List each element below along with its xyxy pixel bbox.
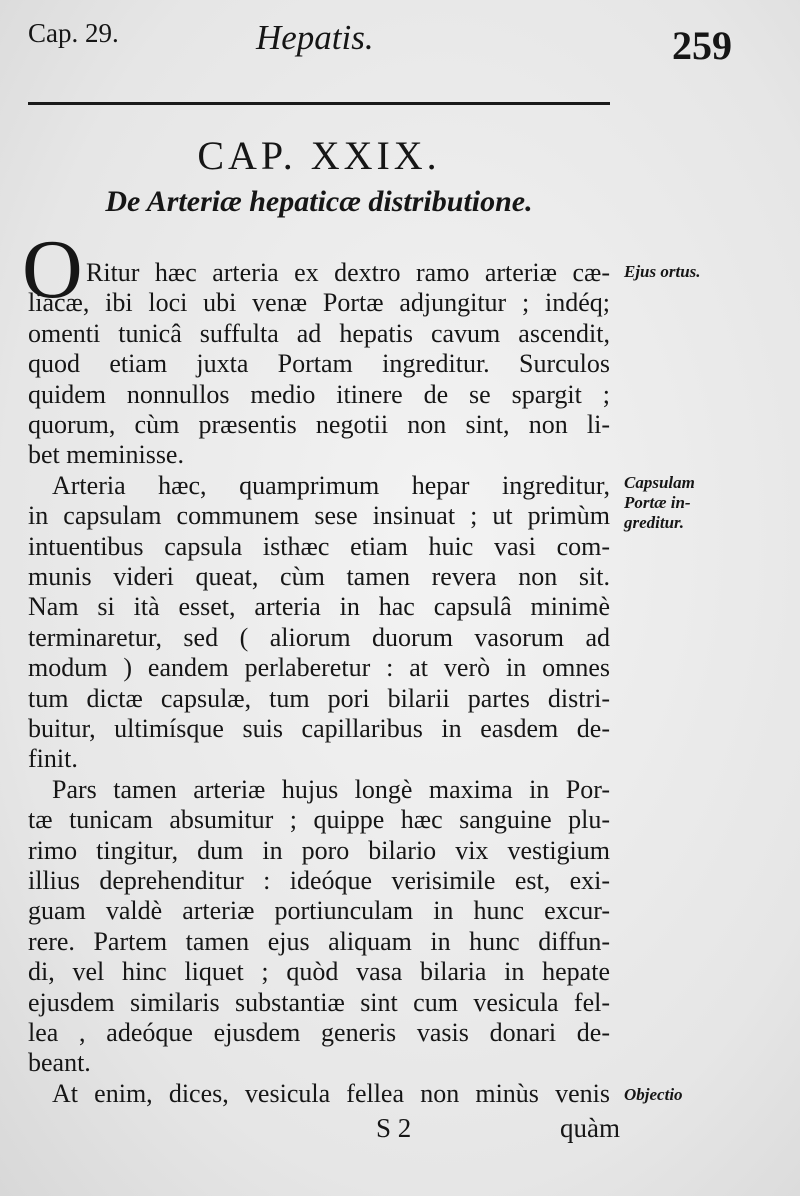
catchword: quàm xyxy=(560,1113,620,1144)
margin-note-greditur: greditur. xyxy=(624,512,684,532)
drop-cap: O xyxy=(22,223,83,316)
body-line: finit. xyxy=(28,744,78,774)
body-line: beant. xyxy=(28,1048,91,1078)
page-number: 259 xyxy=(672,23,732,68)
body-line: ejusdem similaris substantiæ sint cum vesicula fel- xyxy=(28,987,610,1017)
body-line: Pars tamen arteriæ hujus longè maxima in Por- xyxy=(52,774,610,804)
margin-note-ortus: Ejus ortus. xyxy=(624,262,701,281)
running-head-chapter: Cap. 29. xyxy=(28,18,119,48)
body-line: terminaretur, sed ( aliorum duorum vasorum ad xyxy=(28,622,610,652)
body-line: guam valdè arteriæ portiunculam in hunc excur- xyxy=(28,896,610,926)
signature-mark: S 2 xyxy=(376,1113,412,1144)
body-line: intuentibus capsula isthæc etiam huic vasi com- xyxy=(28,531,610,561)
body-line: bet meminisse. xyxy=(28,440,184,470)
margin-note-capsulam: Capsulam Portæ in- xyxy=(624,472,695,512)
body-line: Nam si ità esset, arteria in hac capsulâ minimè xyxy=(28,592,610,622)
body-line: munis videri queat, cùm tamen revera non sit. xyxy=(28,562,610,591)
body-line: rere. Partem tamen ejus aliquam in hunc diffun- xyxy=(28,926,610,956)
body-line: in capsulam communem sese insinuat ; ut primùm xyxy=(28,501,610,531)
margin-note-objectio: Objectio xyxy=(624,1084,683,1104)
body-line: omenti tunicâ suffulta ad hepatis cavum ascendit, xyxy=(28,318,610,348)
running-head-title: Hepatis. xyxy=(256,18,374,57)
body-line: quidem nonnullos medio itinere de se spargit ; xyxy=(28,379,610,409)
body-line: quorum, cùm præsentis negotii non sint, non li- xyxy=(28,410,610,439)
body-line: buitur, ultimísque suis capillaribus in easdem de- xyxy=(28,714,610,743)
body-line: tæ tunicam absumitur ; quippe hæc sanguine plu- xyxy=(28,805,610,835)
body-line: modum ) eandem perlaberetur : at verò in omnes xyxy=(28,653,610,683)
chapter-title: CAP. XXIX. xyxy=(197,133,441,178)
body-line: liacæ, ibi loci ubi venæ Portæ adjungitur ; indéq; xyxy=(28,288,610,318)
body-line: quod etiam juxta Portam ingreditur. Surculos xyxy=(28,349,610,379)
body-line: rimo tingitur, dum in poro bilario vix vestigium xyxy=(28,835,610,865)
body-line: lea , adeóque ejusdem generis vasis donari de- xyxy=(28,1018,610,1047)
body-line: Arteria hæc, quamprimum hepar ingreditur, xyxy=(52,470,610,500)
body-line: illius deprehenditur : ideóque verisimile est, exi- xyxy=(28,866,610,895)
chapter-subtitle: De Arteriæ hepaticæ distributione. xyxy=(105,185,533,218)
body-line: di, vel hinc liquet ; quòd vasa bilaria in hepate xyxy=(28,957,610,987)
body-line: Ritur hæc arteria ex dextro ramo arteriæ cæ- xyxy=(86,258,610,287)
header-rule xyxy=(28,102,610,105)
body-line: At enim, dices, vesicula fellea non minùs venis xyxy=(52,1078,610,1108)
body-line: tum dictæ capsulæ, tum pori bilarii partes distri- xyxy=(28,683,610,713)
